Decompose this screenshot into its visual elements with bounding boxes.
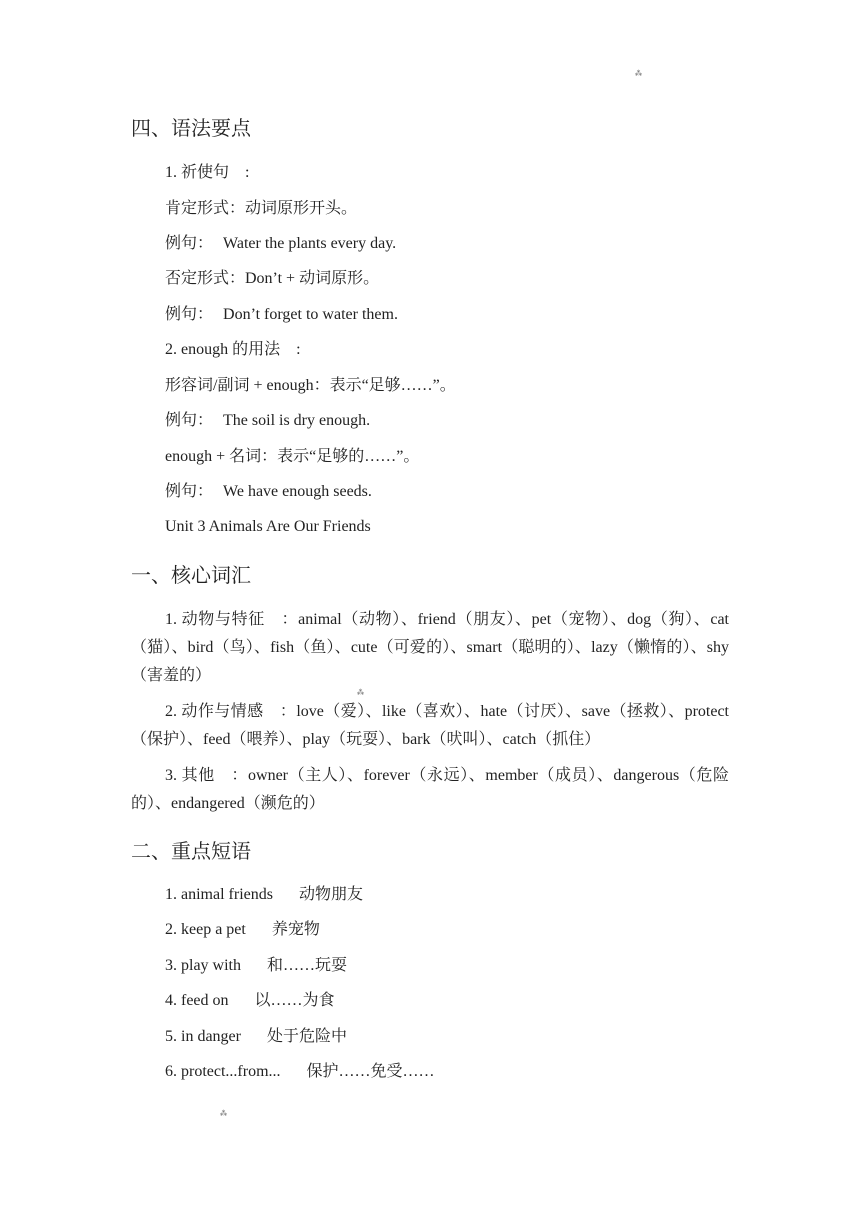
phrase-item xyxy=(165,884,363,906)
page-mark-top: ⁂ xyxy=(635,70,642,78)
negative-form: 否定形式：Don’t + 动词原形。 xyxy=(165,270,380,287)
example-sentence: The soil is dry enough. xyxy=(223,412,371,429)
example-line-2 xyxy=(165,304,398,326)
example-line-1 xyxy=(165,233,396,255)
example-line-4 xyxy=(165,481,372,503)
example-label: 例句： xyxy=(165,412,214,429)
phrase-english: 6. protect...from... xyxy=(165,1063,281,1080)
unit-title: Unit 3 Animals Are Our Friends xyxy=(165,518,371,535)
example-sentence: We have enough seeds. xyxy=(223,483,372,500)
phrase-item xyxy=(165,1061,435,1083)
vocab-paragraph-animals: 1. 动物与特征 ：animal（动物）、friend（朋友）、pet（宠物）、dog（狗）、cat（猫）、bird（鸟）、fish（鱼）、cute（可爱的）、smart（聪明的）、lazy（懒惰的）、shy（害羞的） xyxy=(131,611,729,684)
phrase-chinese: 动物朋友 xyxy=(298,886,363,903)
phrase-chinese: 以……为食 xyxy=(254,992,335,1009)
adjective-usage: 形容词/副词 + enough：表示“足够……”。 xyxy=(165,377,456,394)
grammar-heading: 四、语法要点 xyxy=(131,116,251,140)
example-line-3 xyxy=(165,410,370,432)
phrase-english: 2. keep a pet xyxy=(165,921,246,938)
page-mark-bottom: ⁂ xyxy=(220,1110,227,1118)
phrase-english: 1. animal friends xyxy=(165,886,273,903)
phrase-item xyxy=(165,990,335,1012)
phrase-item xyxy=(165,919,320,941)
phrase-chinese: 和……玩耍 xyxy=(267,957,348,974)
page-mark-mid: ⁂ xyxy=(357,689,364,697)
example-sentence: Water the plants every day. xyxy=(223,235,397,252)
vocab-paragraph-actions: 2. 动作与情感 ：love（爱）、like（喜欢）、hate（讨厌）、save（拯救）、protect（保护）、feed（喂养）、play（玩耍）、bark（吠叫）、catch（抓住） xyxy=(131,703,729,748)
example-label: 例句： xyxy=(165,306,214,323)
grammar-item2-title: 2. enough 的用法 : xyxy=(165,341,301,358)
phrase-item xyxy=(165,955,347,977)
phrases-heading: 二、重点短语 xyxy=(131,839,251,863)
affirmative-form: 肯定形式：动词原形开头。 xyxy=(165,200,358,217)
vocab-paragraph-other: 3. 其他 ：owner（主人）、forever（永远）、member（成员）、dangerous（危险的）、endangered（濒危的） xyxy=(131,767,729,812)
example-label: 例句： xyxy=(165,483,214,500)
phrase-chinese: 保护……免受…… xyxy=(306,1063,435,1080)
example-sentence: Don’t forget to water them. xyxy=(223,306,398,323)
phrase-item xyxy=(165,1026,347,1048)
grammar-item1-title: 1. 祈使句 : xyxy=(165,164,250,181)
noun-usage: enough + 名词：表示“足够的……”。 xyxy=(165,448,420,465)
vocab-heading: 一、核心词汇 xyxy=(131,563,251,587)
phrase-english: 4. feed on xyxy=(165,992,229,1009)
phrase-english: 5. in danger xyxy=(165,1028,241,1045)
phrase-chinese: 养宠物 xyxy=(271,921,320,938)
example-label: 例句： xyxy=(165,235,214,252)
phrase-english: 3. play with xyxy=(165,957,241,974)
phrase-chinese: 处于危险中 xyxy=(266,1028,347,1045)
